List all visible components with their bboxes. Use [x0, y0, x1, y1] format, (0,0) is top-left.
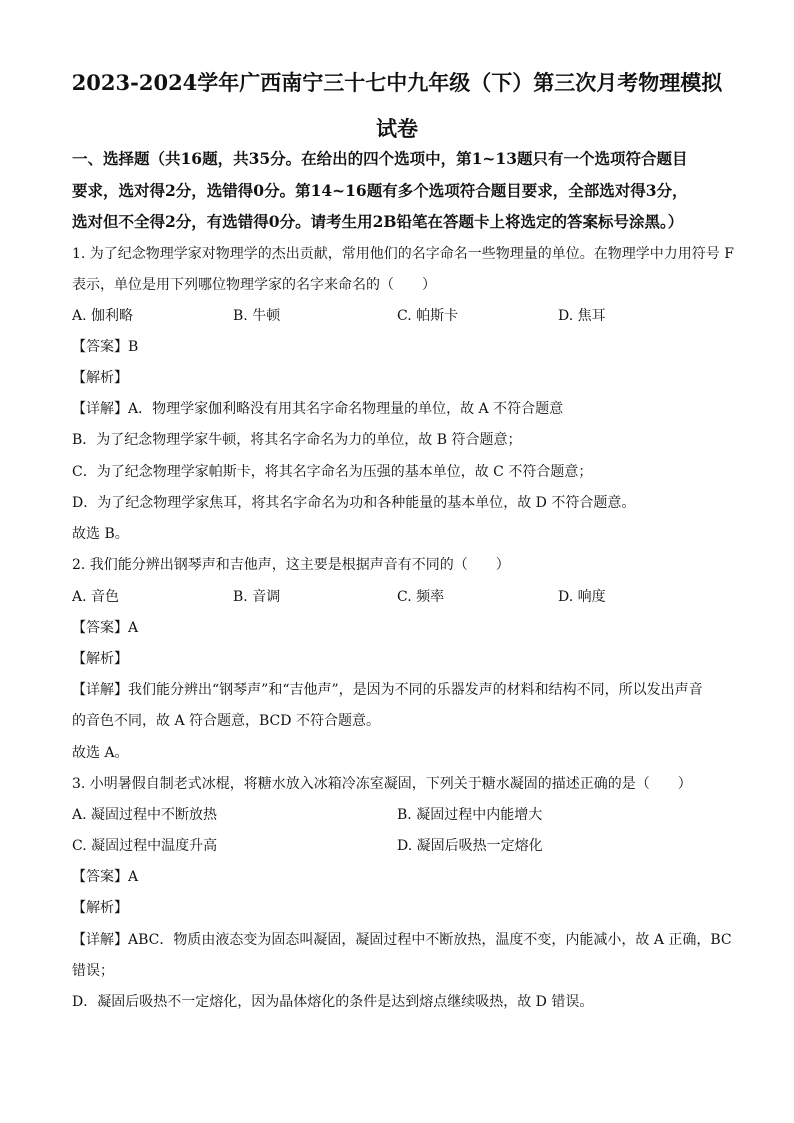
q2-option-b: B. 音调	[233, 589, 281, 605]
section-instructions-line3: 选对但不全得2分，有选错得0分。请考生用2B铅笔在答题卡上将选定的答案标号涂黑。）	[72, 212, 684, 231]
q1-detail-line3: C．为了纪念物理学家帕斯卡，将其名字命名为压强的基本单位，故 C 不符合题意；	[72, 464, 593, 480]
q3-detail-line2: 错误；	[72, 963, 114, 979]
q1-stem-line2: 表示，单位是用下列哪位物理学家的名字来命名的（ ）	[72, 277, 436, 293]
q3-detail-line1: 【详解】ABC．物质由液态变为固态叫凝固，凝固过程中不断放热，温度不变，内能减小，故 A 正确，BC	[72, 932, 732, 948]
q2-answer: 【答案】A	[72, 620, 139, 636]
q3-option-a: A. 凝固过程中不断放热	[72, 807, 218, 823]
q1-option-c: C. 帕斯卡	[397, 308, 459, 324]
q1-answer: 【答案】B	[72, 339, 139, 355]
q1-option-b: B. 牛顿	[233, 308, 281, 324]
q1-option-a: A. 伽利略	[72, 308, 134, 324]
q3-option-b: B. 凝固过程中内能增大	[397, 807, 543, 823]
q2-detail-line3: 故选 A。	[72, 745, 129, 761]
q1-stem-line1: 1. 为了纪念物理学家对物理学的杰出贡献，常用他们的名字命名一些物理量的单位。在物理学中力用符号 F	[72, 246, 734, 262]
q3-detail-line3: D．凝固后吸热不一定熔化，因为晶体熔化的条件是达到熔点继续吸热，故 D 错误。	[72, 994, 594, 1010]
doc-title-line1: 2023-2024学年广西南宁三十七中九年级（下）第三次月考物理模拟	[71, 70, 723, 95]
q3-answer: 【答案】A	[72, 869, 139, 885]
q3-analysis-label: 【解析】	[72, 900, 128, 916]
q3-option-c: C. 凝固过程中温度升高	[72, 838, 218, 854]
q3-option-d: D. 凝固后吸热一定熔化	[397, 838, 543, 854]
section-instructions-line2: 要求，选对得2分，选错得0分。第14~16题有多个选项符合题目要求，全部选对得3分，	[72, 181, 688, 200]
q1-detail-line4: D．为了纪念物理学家焦耳，将其名字命名为功和各种能量的基本单位，故 D 不符合题意。	[72, 495, 636, 511]
section-instructions-line1: 一、选择题（共16题，共35分。在给出的四个选项中，第1~13题只有一个选项符合题目	[72, 149, 688, 168]
q2-option-d: D. 响度	[558, 589, 606, 605]
q2-option-a: A. 音色	[72, 589, 120, 605]
q2-analysis-label: 【解析】	[72, 651, 128, 667]
q2-detail-line2: 的音色不同，故 A 符合题意，BCD 不符合题意。	[72, 713, 380, 729]
q1-detail-line2: B．为了纪念物理学家牛顿，将其名字命名为力的单位，故 B 符合题意；	[72, 432, 522, 448]
q1-detail-line5: 故选 B。	[72, 526, 129, 542]
q2-stem: 2. 我们能分辨出钢琴声和吉他声，这主要是根据声音有不同的（ ）	[72, 557, 510, 573]
q3-stem: 3. 小明暑假自制老式冰棍，将糖水放入冰箱冷冻室凝固，下列关于糖水凝固的描述正确的是（ ）	[72, 776, 692, 792]
q1-analysis-label: 【解析】	[72, 370, 128, 386]
doc-title-line2: 试卷	[376, 116, 418, 141]
q2-option-c: C. 频率	[397, 589, 445, 605]
q1-detail-line1: 【详解】A．物理学家伽利略没有用其名字命名物理量的单位，故 A 不符合题意	[72, 401, 564, 417]
q2-detail-line1: 【详解】我们能分辨出“钢琴声”和“吉他声”，是因为不同的乐器发声的材料和结构不同，所以发出声音	[72, 682, 703, 698]
q1-option-d: D. 焦耳	[558, 308, 606, 324]
